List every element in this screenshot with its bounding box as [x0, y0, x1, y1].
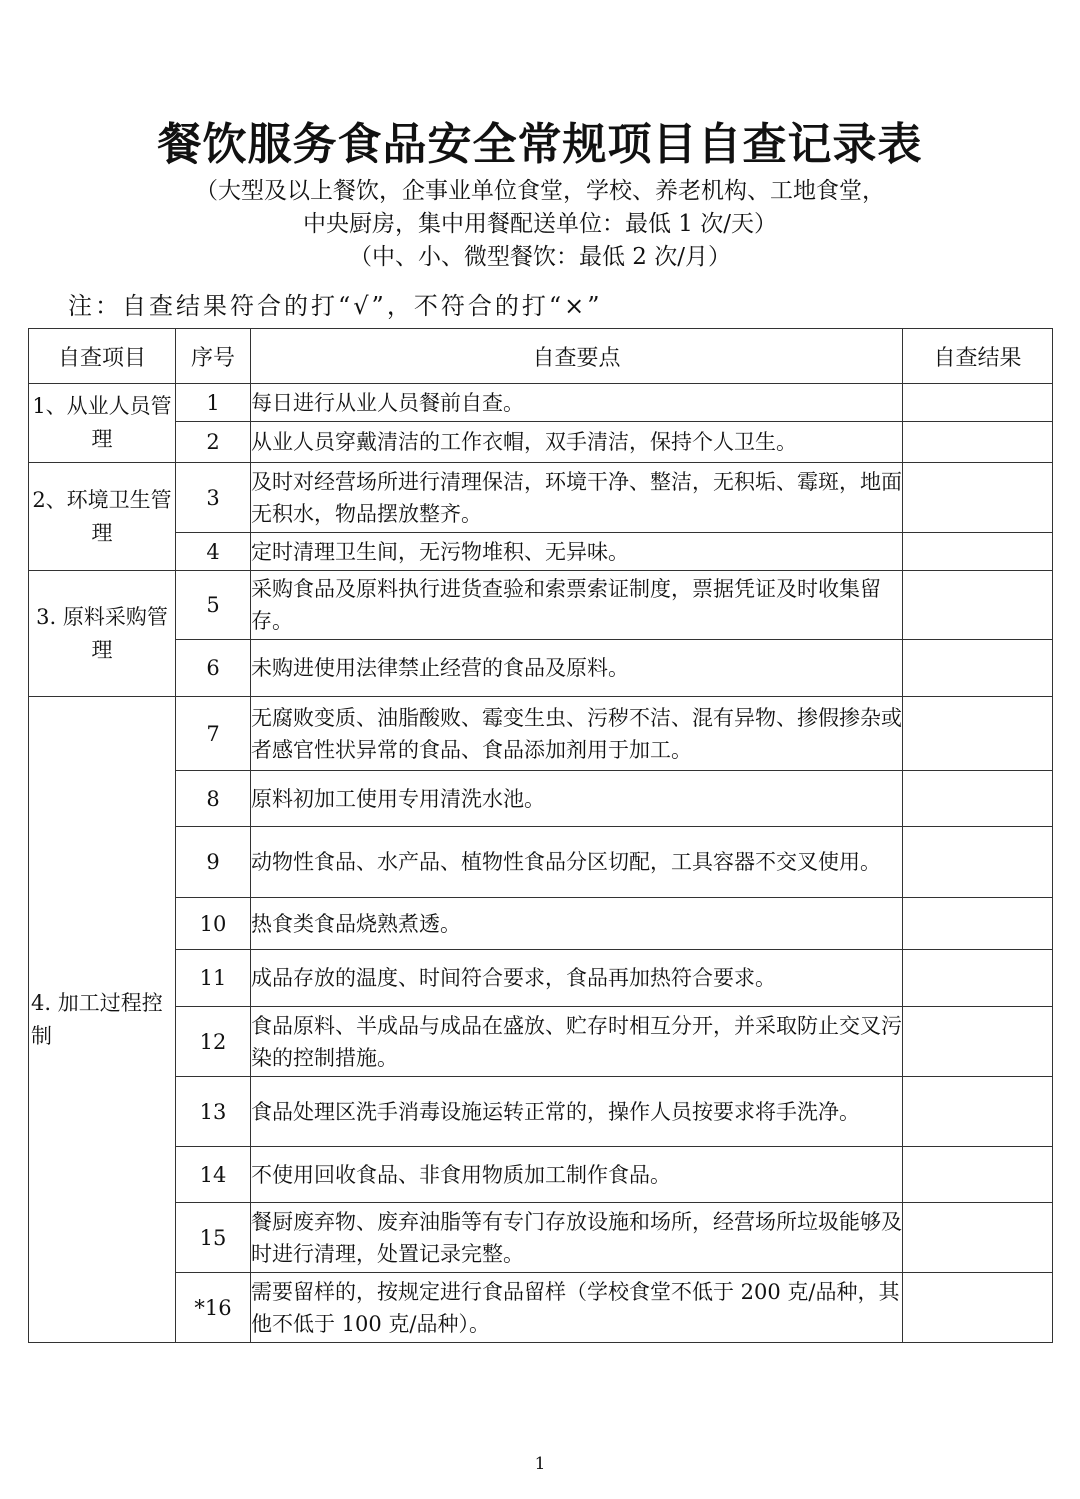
result-cell[interactable]	[903, 571, 1053, 640]
table-row	[29, 463, 1053, 533]
row-key-point: 动物性食品、水产品、植物性食品分区切配，工具容器不交叉使用。	[251, 827, 903, 898]
header-key-points: 自查要点	[251, 329, 903, 384]
table-row	[29, 950, 1053, 1007]
header-number: 序号	[176, 329, 251, 384]
result-cell[interactable]	[903, 384, 1053, 422]
row-key-point: 定时清理卫生间，无污物堆积、无异味。	[251, 533, 903, 571]
table-row	[29, 1077, 1053, 1147]
row-key-point: 及时对经营场所进行清理保洁，环境干净、整洁，无积垢、霉斑，地面无积水，物品摆放整齐。	[251, 463, 903, 533]
row-key-point: 食品处理区洗手消毒设施运转正常的，操作人员按要求将手洗净。	[251, 1077, 903, 1147]
row-key-point: 热食类食品烧熟煮透。	[251, 898, 903, 950]
row-number: 12	[176, 1007, 251, 1077]
row-number: 3	[176, 463, 251, 533]
table-row	[29, 1007, 1053, 1077]
row-number: 11	[176, 950, 251, 1007]
row-number: 1	[176, 384, 251, 422]
row-number: 4	[176, 533, 251, 571]
table-row	[29, 827, 1053, 898]
result-cell[interactable]	[903, 1147, 1053, 1203]
row-number: 5	[176, 571, 251, 640]
result-cell[interactable]	[903, 827, 1053, 898]
result-cell[interactable]	[903, 533, 1053, 571]
table-row	[29, 697, 1053, 771]
result-cell[interactable]	[903, 697, 1053, 771]
row-key-point: 成品存放的温度、时间符合要求，食品再加热符合要求。	[251, 950, 903, 1007]
table-row	[29, 533, 1053, 571]
row-number: 6	[176, 640, 251, 697]
result-cell[interactable]	[903, 640, 1053, 697]
result-cell[interactable]	[903, 950, 1053, 1007]
table-row	[29, 1203, 1053, 1273]
result-cell[interactable]	[903, 1273, 1053, 1343]
table-header-row	[29, 329, 1053, 384]
result-cell[interactable]	[903, 1077, 1053, 1147]
row-number: 9	[176, 827, 251, 898]
subtitle-line-1: （大型及以上餐饮，企事业单位食堂，学校、养老机构、工地食堂，	[195, 178, 885, 204]
row-number: 15	[176, 1203, 251, 1273]
table-row	[29, 898, 1053, 950]
row-number: 2	[176, 422, 251, 463]
table-row	[29, 422, 1053, 463]
result-cell[interactable]	[903, 463, 1053, 533]
category-cell: 4. 加工过程控制	[29, 697, 176, 1343]
result-cell[interactable]	[903, 1203, 1053, 1273]
row-number: 8	[176, 771, 251, 827]
row-key-point: 无腐败变质、油脂酸败、霉变生虫、污秽不洁、混有异物、掺假掺杂或者感官性状异常的食品、食品添加剂用于加工。	[251, 697, 903, 771]
row-key-point: 餐厨废弃物、废弃油脂等有专门存放设施和场所，经营场所垃圾能够及时进行清理，处置记录完整。	[251, 1203, 903, 1273]
instruction-note: 注：自查结果符合的打“√”，不符合的打“×”	[68, 292, 603, 320]
row-number: 10	[176, 898, 251, 950]
subtitle-line-3: （中、小、微型餐饮：最低 2 次/月）	[348, 244, 731, 270]
result-cell[interactable]	[903, 771, 1053, 827]
row-key-point: 每日进行从业人员餐前自查。	[251, 384, 903, 422]
table-row	[29, 771, 1053, 827]
result-cell[interactable]	[903, 422, 1053, 463]
row-key-point: 需要留样的，按规定进行食品留样（学校食堂不低于 200 克/品种，其他不低于 100 克/品种）。	[251, 1273, 903, 1343]
document-title: 餐饮服务食品安全常规项目自查记录表	[157, 119, 923, 170]
table-row	[29, 1147, 1053, 1203]
row-key-point: 食品原料、半成品与成品在盛放、贮存时相互分开，并采取防止交叉污染的控制措施。	[251, 1007, 903, 1077]
table-row	[29, 640, 1053, 697]
row-number: *16	[176, 1273, 251, 1343]
table-row	[29, 384, 1053, 422]
table-row	[29, 571, 1053, 640]
row-number: 7	[176, 697, 251, 771]
table-row	[29, 1273, 1053, 1343]
header-item: 自查项目	[29, 329, 176, 384]
row-key-point: 原料初加工使用专用清洗水池。	[251, 771, 903, 827]
header-result: 自查结果	[903, 329, 1053, 384]
category-cell: 2、环境卫生管理	[29, 463, 176, 571]
self-inspection-table	[28, 328, 1053, 1343]
page-number: 1	[534, 1454, 546, 1474]
subtitle-line-2: 中央厨房，集中用餐配送单位：最低 1 次/天）	[302, 211, 777, 237]
category-cell: 1、从业人员管理	[29, 384, 176, 463]
row-key-point: 未购进使用法律禁止经营的食品及原料。	[251, 640, 903, 697]
row-key-point: 不使用回收食品、非食用物质加工制作食品。	[251, 1147, 903, 1203]
row-key-point: 从业人员穿戴清洁的工作衣帽，双手清洁，保持个人卫生。	[251, 422, 903, 463]
row-number: 13	[176, 1077, 251, 1147]
row-key-point: 采购食品及原料执行进货查验和索票索证制度，票据凭证及时收集留存。	[251, 571, 903, 640]
result-cell[interactable]	[903, 898, 1053, 950]
row-number: 14	[176, 1147, 251, 1203]
category-cell: 3. 原料采购管理	[29, 571, 176, 697]
result-cell[interactable]	[903, 1007, 1053, 1077]
